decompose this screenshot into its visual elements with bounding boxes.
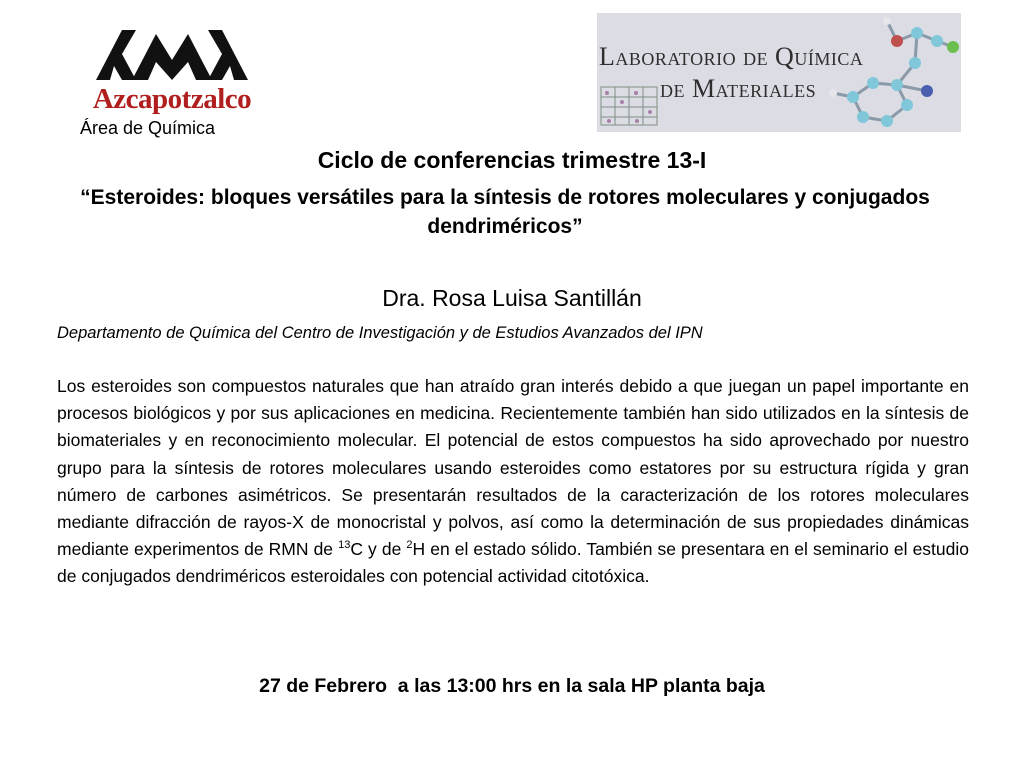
uam-emblem-icon <box>92 24 252 84</box>
speaker-affiliation: Departamento de Química del Centro de Investigación y de Estudios Avanzados del IPN <box>57 324 703 342</box>
superscript-13: 13 <box>338 539 351 552</box>
abstract-text-2: C y de <box>350 539 407 560</box>
series-title: Ciclo de conferencias trimestre 13-I <box>317 147 707 173</box>
lab-name-line1: Laboratorio de Química <box>599 42 864 71</box>
event-details: 27 de Febrero a las 13:00 hrs en la sala HP planta baja <box>259 675 765 697</box>
speaker-name: Dra. Rosa Luisa Santillán <box>382 285 642 311</box>
abstract-paragraph <box>57 373 969 591</box>
uam-logo-wordmark: Azcapotzalco <box>92 83 252 115</box>
uam-azcapotzalco-logo <box>92 24 252 116</box>
abstract-text-3: H en el estado sólido. También se presentara en el seminario el estudio de conjugados dendriméricos esteroidales con potencial actividad citotóxica. <box>57 539 969 587</box>
abstract-text-1: Los esteroides son compuestos naturales que han atraído gran interés debido a que juegan un papel importante en procesos biológicos y por sus aplicaciones en medicina. Recientemente también han sido utilizados en la síntesis de biomateriales y en reconocimiento molecular. El potencial de estos compuestos ha sido aprovechado por nuestro grupo para la síntesis de rotores moleculares usando esteroides como estatores por su estructura rígida y gran número de carbones asimétricos. Se presentarán resultados de la caracterización de los rotores moleculares mediante difracción de rayos-X de monocristal y polvos, así como la determinación de sus propiedades dinámicas mediante experimentos de RMN de <box>57 376 969 560</box>
laboratory-banner <box>597 13 961 132</box>
lab-name-line2: de Materiales <box>660 74 817 103</box>
molecule-illustration-icon <box>597 13 961 132</box>
talk-title: “Esteroides: bloques versátiles para la síntesis de rotores moleculares y conjugados dendriméricos” <box>80 186 930 238</box>
superscript-2: 2 <box>406 539 413 552</box>
area-label: Área de Química <box>80 118 216 138</box>
